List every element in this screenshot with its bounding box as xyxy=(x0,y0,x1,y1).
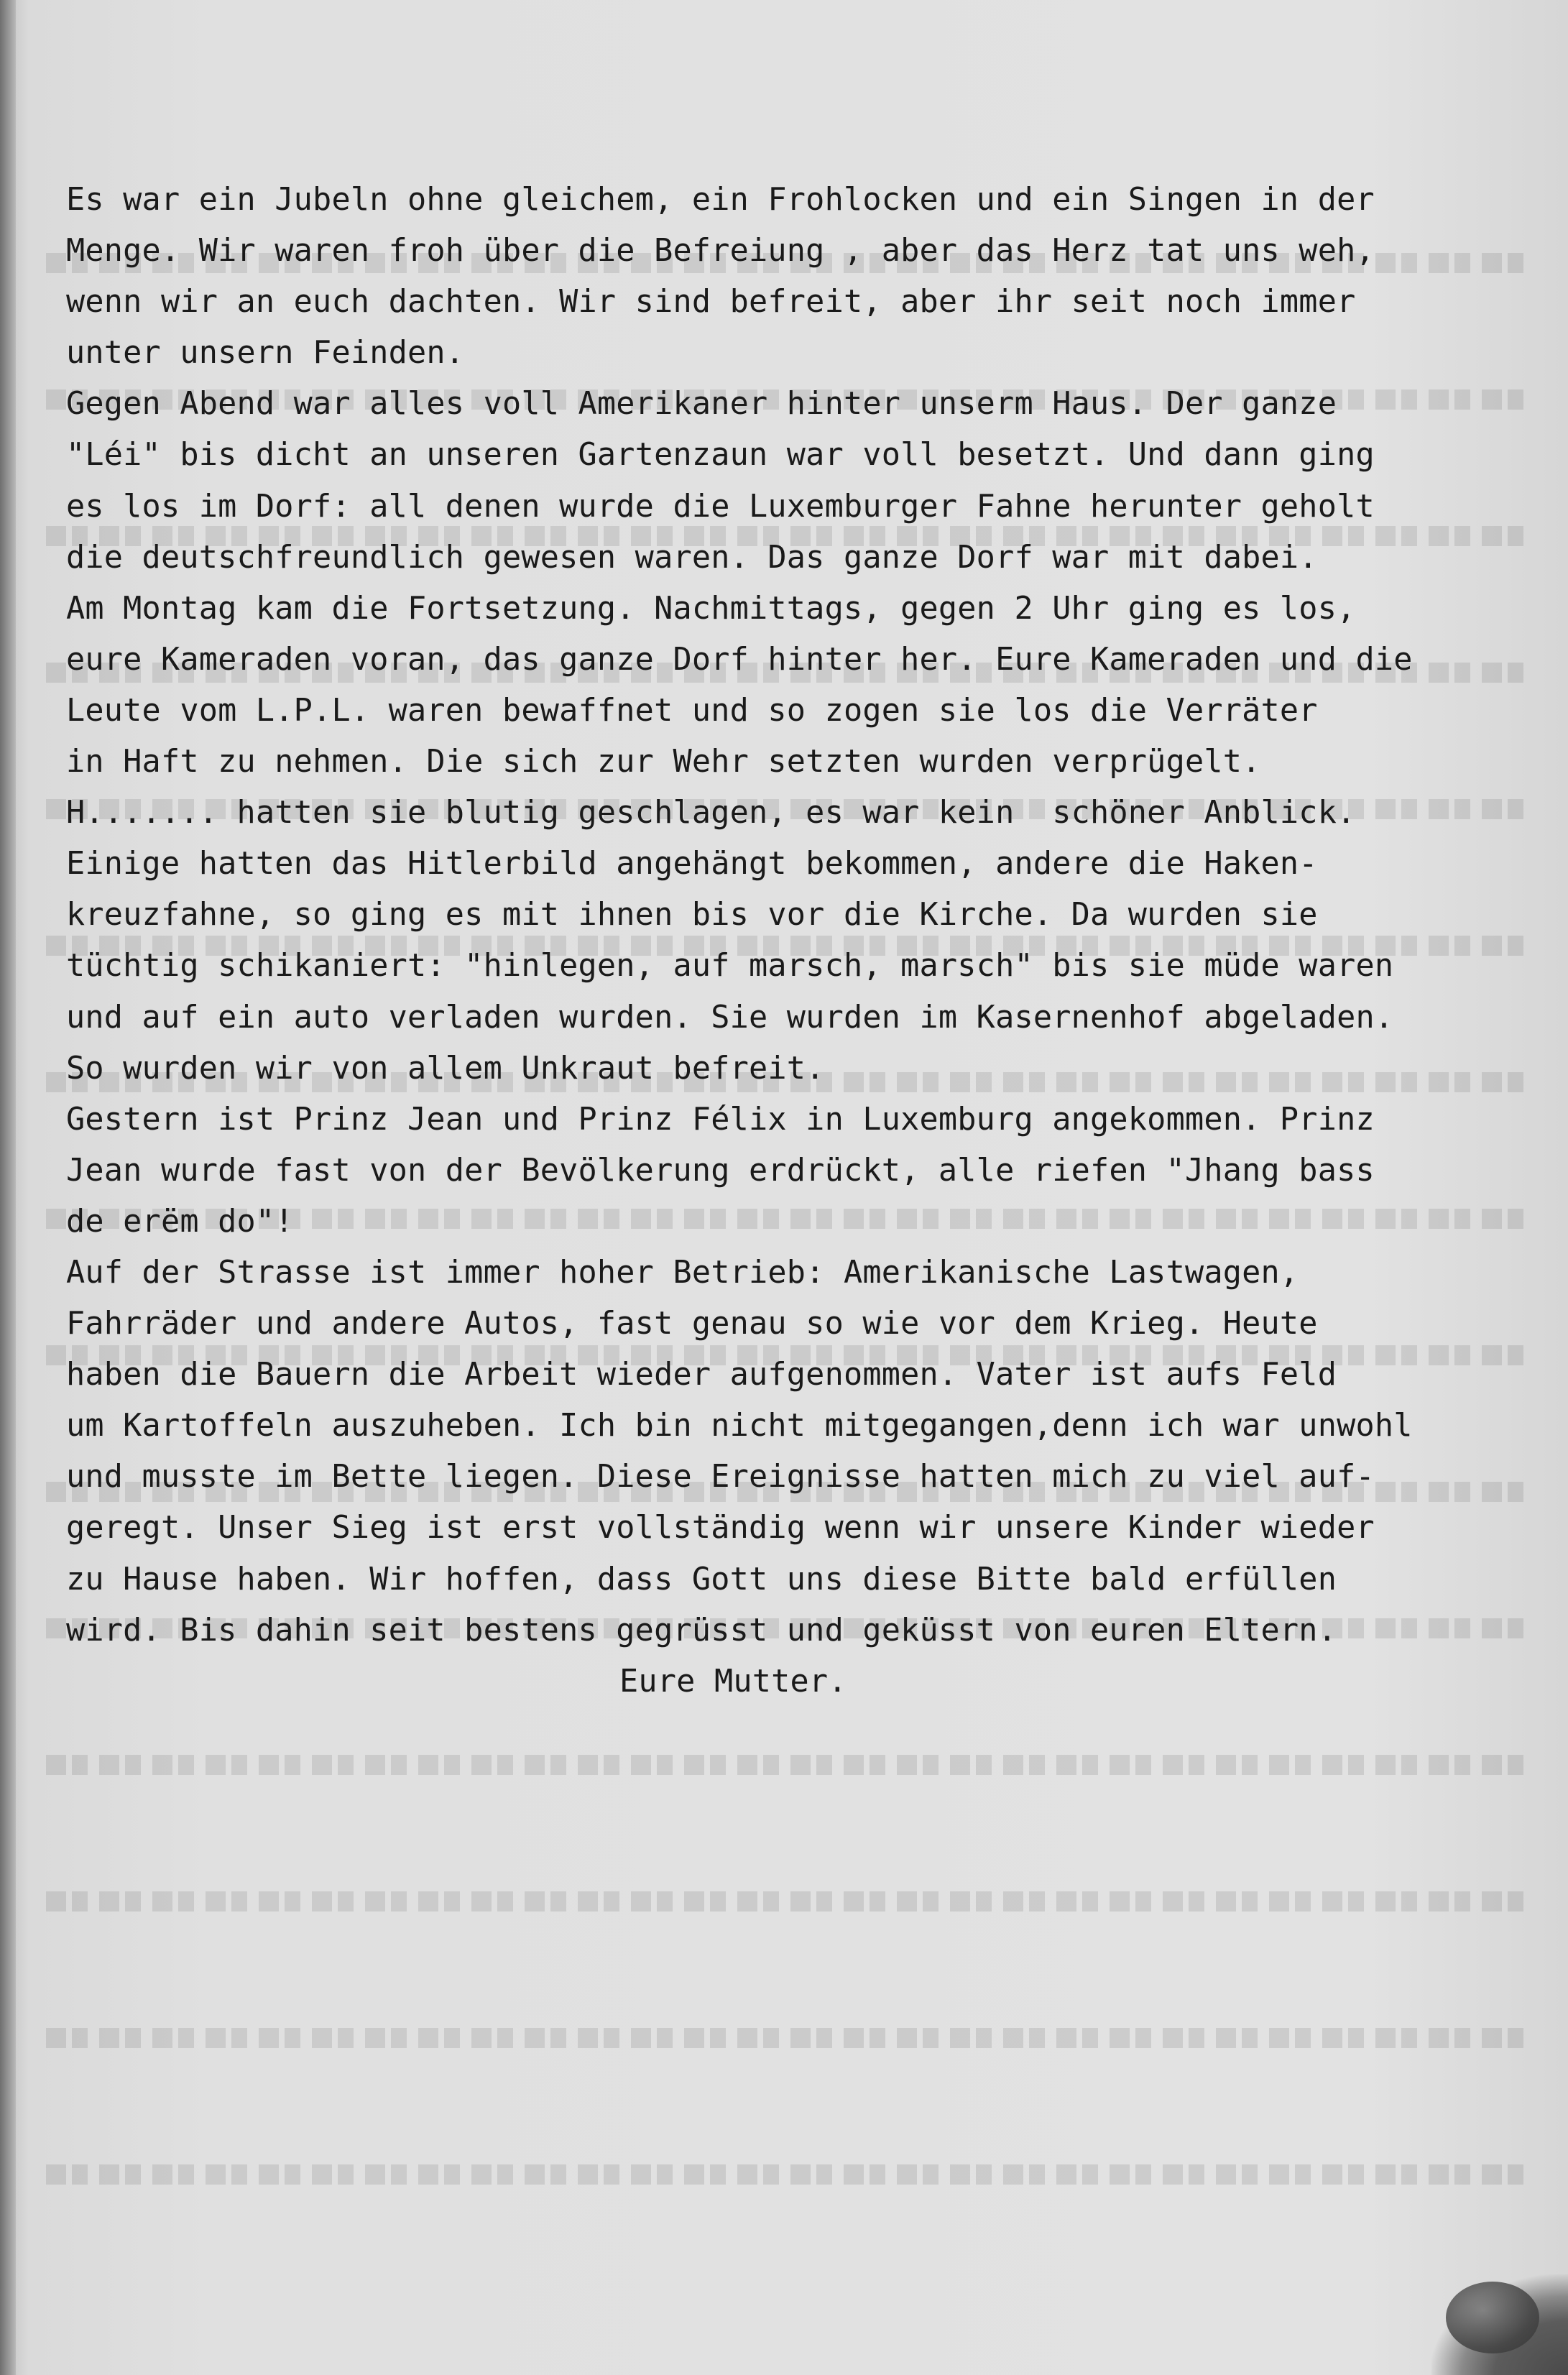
letter-line: Einige hatten das Hitlerbild angehängt bekommen, andere die Haken- xyxy=(66,846,1318,882)
letter-line: eure Kameraden voran, das ganze Dorf hinter her. Eure Kameraden und die xyxy=(66,641,1413,678)
letter-line: in Haft zu nehmen. Die sich zur Wehr setzten wurden verprügelt. xyxy=(66,744,1261,780)
letter-line: und auf ein auto verladen wurden. Sie wurden im Kasernenhof abgeladen. xyxy=(66,999,1394,1036)
letter-line: Fahrräder und andere Autos, fast genau so wie vor dem Krieg. Heute xyxy=(66,1306,1318,1342)
letter-line: es los im Dorf: all denen wurde die Luxemburger Fahne herunter geholt xyxy=(66,488,1375,525)
letter-body xyxy=(66,175,1539,1707)
letter-line: Leute vom L.P.L. waren bewaffnet und so zogen sie los die Verräter xyxy=(66,692,1318,729)
letter-line: Jean wurde fast von der Bevölkerung erdrückt, alle riefen "Jhang bass xyxy=(66,1152,1375,1189)
letter-line: So wurden wir von allem Unkraut befreit. xyxy=(66,1050,825,1087)
letter-line: wenn wir an euch dachten. Wir sind befreit, aber ihr seit noch immer xyxy=(66,284,1356,320)
letter-line: Am Montag kam die Fortsetzung. Nachmittags, gegen 2 Uhr ging es los, xyxy=(66,590,1356,627)
letter-line: Gestern ist Prinz Jean und Prinz Félix in Luxemburg angekommen. Prinz xyxy=(66,1101,1375,1138)
letter-signature: Eure Mutter. xyxy=(619,1663,847,1700)
letter-line: "Léi" bis dicht an unseren Gartenzaun war voll besetzt. Und dann ging xyxy=(66,437,1375,474)
page-edge-shadow xyxy=(0,0,16,2375)
letter-line: um Kartoffeln auszuheben. Ich bin nicht mitgegangen,denn ich war unwohl xyxy=(66,1408,1413,1444)
letter-line: Gegen Abend war alles voll Amerikaner hinter unserm Haus. Der ganze xyxy=(66,386,1337,423)
letter-line: geregt. Unser Sieg ist erst vollständig wenn wir unsere Kinder wieder xyxy=(66,1510,1375,1546)
letter-line: haben die Bauern die Arbeit wieder aufgenommen. Vater ist aufs Feld xyxy=(66,1357,1337,1393)
letter-line: H....... hatten sie blutig geschlagen, es war kein schöner Anblick. xyxy=(66,795,1356,831)
letter-line: kreuzfahne, so ging es mit ihnen bis vor die Kirche. Da wurden sie xyxy=(66,897,1318,933)
letter-line: Menge. Wir waren froh über die Befreiung , aber das Herz tat uns weh, xyxy=(66,233,1375,269)
letter-line: unter unsern Feinden. xyxy=(66,335,465,372)
letter-line: tüchtig schikaniert: "hinlegen, auf marsch, marsch" bis sie müde waren xyxy=(66,948,1394,984)
letter-line: wird. Bis dahin seit bestens gegrüsst und geküsst von euren Eltern. xyxy=(66,1612,1337,1648)
letter-line: Es war ein Jubeln ohne gleichem, ein Frohlocken und ein Singen in der xyxy=(66,182,1375,218)
corner-mark xyxy=(1446,2282,1539,2353)
letter-line: und musste im Bette liegen. Diese Ereignisse hatten mich zu viel auf- xyxy=(66,1459,1375,1495)
letter-line: de erëm do"! xyxy=(66,1203,294,1240)
letter-line: Auf der Strasse ist immer hoher Betrieb: Amerikanische Lastwagen, xyxy=(66,1254,1299,1291)
letter-line: zu Hause haben. Wir hoffen, dass Gott uns diese Bitte bald erfüllen xyxy=(66,1561,1337,1597)
letter-line: die deutschfreundlich gewesen waren. Das ganze Dorf war mit dabei. xyxy=(66,539,1318,576)
